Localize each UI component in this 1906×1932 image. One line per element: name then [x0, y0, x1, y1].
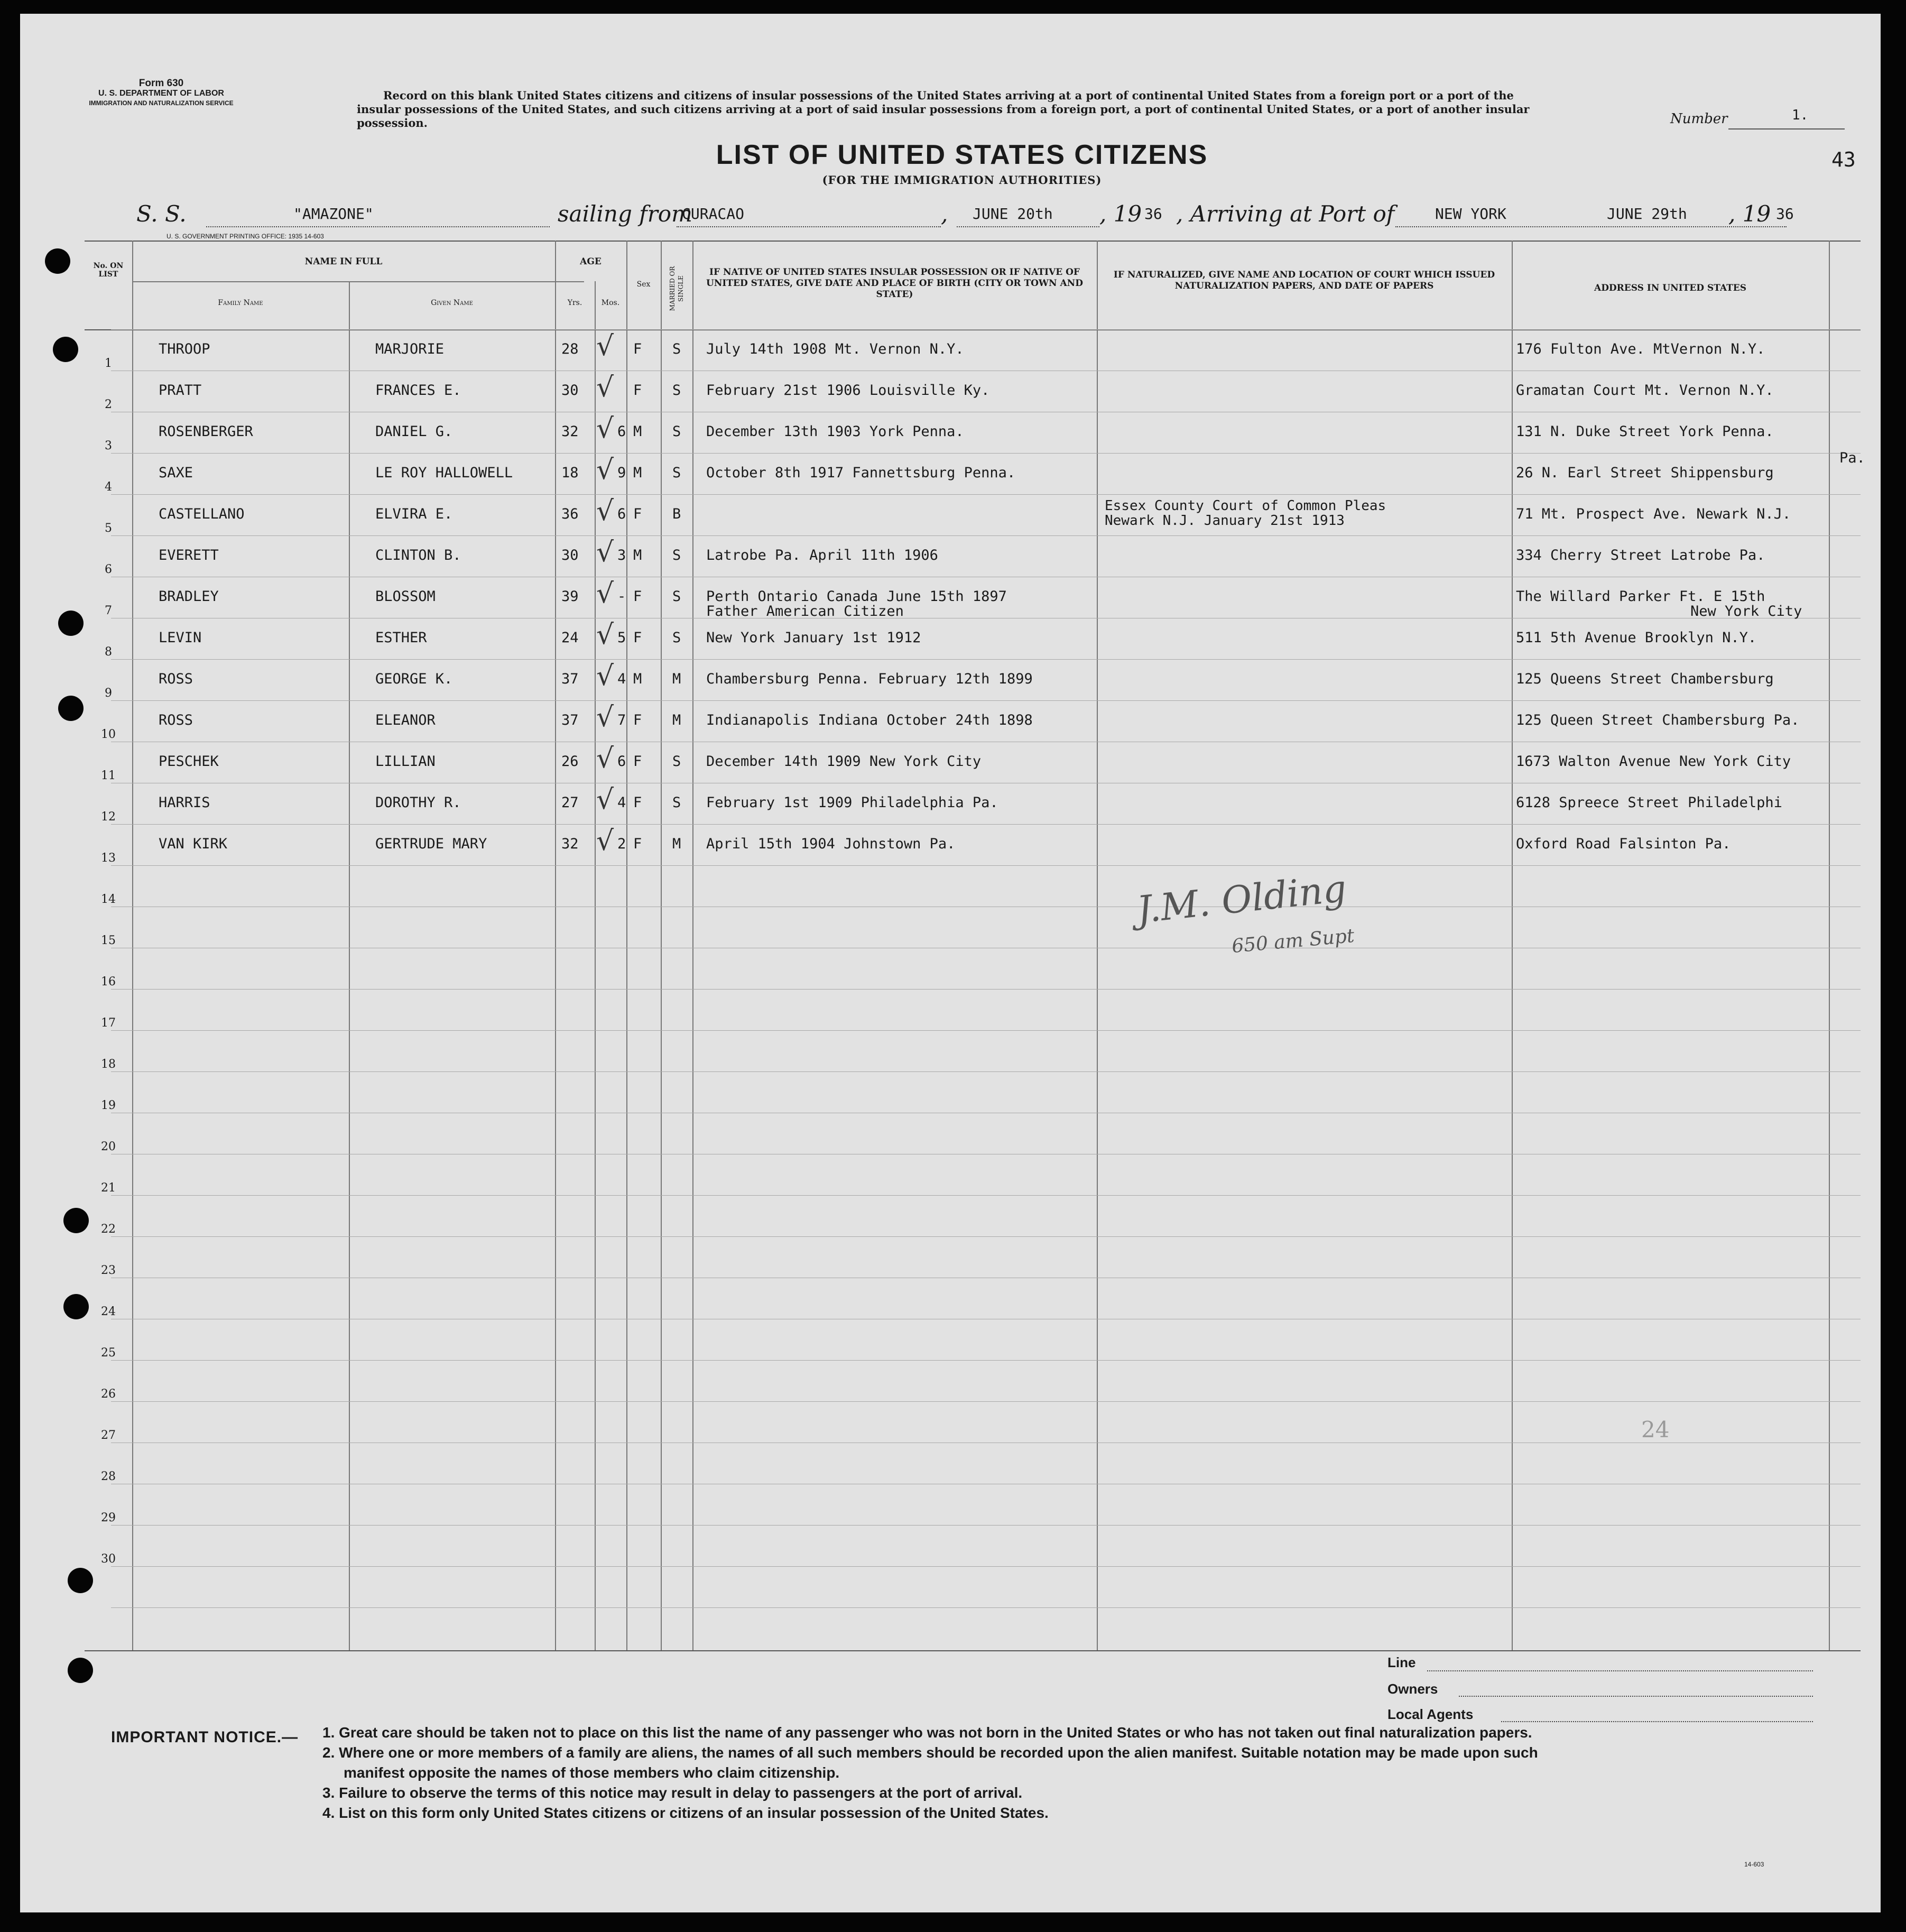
passenger-sex: F: [633, 753, 642, 770]
passenger-birth-info: February 21st 1906 Louisville Ky.: [706, 382, 990, 399]
passenger-marital-status: S: [672, 794, 681, 811]
passenger-birth-info: Indianapolis Indiana October 24th 1898: [706, 712, 1033, 728]
passenger-age-years: 18: [561, 465, 579, 481]
record-instructions: Record on this blank United States citizens and citizens of insular possessions of the United States arriving at a port of continental United States from a foreign port or a port of the insular possessions of the United States, and such citizens arriving at a port of said insular possessions from a foreign port, a port of continental United States, or a port of another insular possession.: [357, 89, 1530, 130]
row-number: 3: [105, 439, 112, 452]
row-rule: [111, 824, 1861, 825]
row-rule: [111, 1236, 1861, 1237]
passenger-given-name: ESTHER: [375, 630, 427, 646]
passenger-address-cont: New York City: [1690, 603, 1802, 620]
row-number: 11: [101, 769, 116, 782]
row-number: 10: [101, 728, 116, 741]
punch-hole: [53, 337, 78, 362]
passenger-birth-info-cont: Father American Citizen: [706, 603, 904, 620]
row-rule: [111, 494, 1861, 495]
number-value: 1.: [1792, 107, 1809, 123]
page-subtitle: (FOR THE IMMIGRATION AUTHORITIES): [822, 173, 1102, 187]
row-rule: [111, 1401, 1861, 1402]
row-rule: [111, 700, 1861, 701]
passenger-sex: M: [633, 423, 642, 440]
passenger-address: Oxford Road Falsinton Pa.: [1516, 836, 1731, 852]
local-agents-label: Local Agents: [1387, 1706, 1474, 1722]
row-rule: [111, 1071, 1861, 1072]
checkmark-icon: √: [596, 743, 614, 774]
passenger-family-name: SAXE: [159, 465, 193, 481]
row-number: 19: [101, 1099, 116, 1112]
owners-label: Owners: [1387, 1681, 1438, 1697]
notice-title: IMPORTANT NOTICE.—: [111, 1728, 299, 1746]
row-rule: [111, 989, 1861, 990]
sailing-label: sailing from: [558, 201, 692, 227]
passenger-given-name: GEORGE K.: [375, 671, 453, 687]
passenger-given-name: ELEANOR: [375, 712, 436, 728]
passenger-age-years: 26: [561, 753, 579, 770]
arrival-date: JUNE 29th: [1607, 205, 1687, 223]
header-address: ADDRESS IN UNITED STATES: [1594, 283, 1746, 293]
sailing-from: CURACAO: [682, 205, 745, 223]
punch-hole: [68, 1658, 93, 1683]
passenger-age-years: 32: [561, 423, 579, 440]
passenger-address-cont: Pa.: [1839, 450, 1865, 466]
row-number: 2: [105, 398, 112, 411]
passenger-sex: F: [633, 341, 642, 357]
passenger-address: 511 5th Avenue Brooklyn N.Y.: [1516, 630, 1757, 646]
passenger-address: Gramatan Court Mt. Vernon N.Y.: [1516, 382, 1774, 399]
passenger-family-name: BRADLEY: [159, 588, 219, 605]
checkmark-icon: √: [596, 330, 614, 362]
row-number: 17: [101, 1016, 116, 1030]
sail-date: JUNE 20th: [973, 205, 1053, 223]
passenger-marital-status: S: [672, 382, 681, 399]
passenger-age-months: -: [617, 588, 626, 605]
arrival-fill-line: [1395, 226, 1787, 227]
passenger-address: 334 Cherry Street Latrobe Pa.: [1516, 547, 1765, 563]
col-divider: [692, 241, 693, 1650]
passenger-birth-info: December 13th 1903 York Penna.: [706, 423, 964, 440]
header-naturalized: IF NATURALIZED, GIVE NAME AND LOCATION OF COURT WHICH ISSUED NATURALIZATION PAPERS, AND DATE OF PAPERS: [1113, 270, 1495, 291]
passenger-address: 6128 Spreece Street Philadelphi: [1516, 794, 1782, 811]
passenger-marital-status: B: [672, 506, 681, 522]
row-rule: [111, 865, 1861, 866]
passenger-age-months: 9: [617, 465, 626, 481]
sail-year-prefix: , 19: [1099, 201, 1142, 227]
sail-date-fill-line: [957, 226, 1099, 227]
passenger-address: 1673 Walton Avenue New York City: [1516, 753, 1791, 770]
header-no-on-list: No. ON LIST: [93, 262, 124, 279]
passenger-address: 125 Queens Street Chambersburg: [1516, 671, 1774, 687]
row-number: 22: [101, 1223, 116, 1236]
passenger-given-name: DOROTHY R.: [375, 794, 461, 811]
passenger-age-years: 37: [561, 671, 579, 687]
ss-label: S. S.: [136, 201, 187, 227]
col-divider: [555, 241, 556, 1650]
header-name-in-full: NAME IN FULL: [304, 256, 383, 267]
ship-name: "AMAZONE": [293, 205, 374, 223]
agent-line-fill: [1427, 1670, 1813, 1671]
service: IMMIGRATION AND NATURALIZATION SERVICE: [89, 99, 234, 107]
passenger-birth-info: December 14th 1909 New York City: [706, 753, 982, 770]
row-number: 5: [105, 522, 112, 535]
checkmark-icon: √: [596, 619, 614, 651]
passenger-birth-info: July 14th 1908 Mt. Vernon N.Y.: [706, 341, 964, 357]
arrival-year-prefix: , 19: [1728, 201, 1771, 227]
passenger-naturalization-date: Newark N.J. January 21st 1913: [1105, 513, 1345, 529]
passenger-family-name: LEVIN: [159, 630, 202, 646]
passenger-marital-status: S: [672, 753, 681, 770]
row-number: 4: [105, 480, 112, 494]
table-top-rule: [85, 241, 1861, 242]
notice-item-1: 1. Great care should be taken not to place on this list the name of any passenger who was not born in the United States or who has not taken out final naturalization papers.: [322, 1724, 1532, 1741]
passenger-age-months: 3: [617, 547, 626, 563]
arrival-port: NEW YORK: [1435, 205, 1506, 223]
row-number: 7: [105, 604, 112, 617]
checkmark-icon: √: [596, 454, 614, 486]
passenger-given-name: FRANCES E.: [375, 382, 461, 399]
passenger-sex: F: [633, 630, 642, 646]
sail-year: 36: [1144, 205, 1162, 223]
row-number: 29: [101, 1511, 116, 1524]
official-signature-title: 650 am Supt: [1230, 925, 1355, 958]
header-mos: Mos.: [601, 299, 620, 307]
passenger-age-months: 7: [617, 712, 626, 728]
punch-hole: [68, 1568, 93, 1593]
passenger-age-years: 28: [561, 341, 579, 357]
checkmark-icon: √: [596, 578, 614, 609]
passenger-marital-status: M: [672, 671, 681, 687]
passenger-given-name: ELVIRA E.: [375, 506, 453, 522]
row-number: 14: [101, 893, 116, 906]
notice-item-2-cont: manifest opposite the names of those members who claim citizenship.: [344, 1764, 840, 1781]
passenger-age-months: 4: [617, 671, 626, 687]
passenger-age-years: 36: [561, 506, 579, 522]
passenger-naturalization-court: Essex County Court of Common Pleas: [1105, 498, 1386, 514]
passenger-given-name: GERTRUDE MARY: [375, 836, 487, 852]
row-rule: [111, 1607, 1861, 1608]
passenger-birth-info: April 15th 1904 Johnstown Pa.: [706, 836, 956, 852]
passenger-marital-status: M: [672, 836, 681, 852]
row-number: 27: [101, 1429, 116, 1442]
passenger-age-months: 5: [617, 630, 626, 646]
row-rule: [111, 329, 1861, 330]
passenger-given-name: MARJORIE: [375, 341, 445, 357]
passenger-age-years: 30: [561, 547, 579, 563]
checkmark-icon: √: [596, 825, 614, 857]
notice-item-3: 3. Failure to observe the terms of this notice may result in delay to passengers at the port of arrival.: [322, 1785, 1023, 1801]
row-number: 6: [105, 563, 112, 576]
form-code: 14-603: [1744, 1861, 1764, 1868]
row-rule: [111, 1030, 1861, 1031]
passenger-family-name: VAN KIRK: [159, 836, 228, 852]
number-label: Number: [1670, 111, 1728, 127]
passenger-given-name: DANIEL G.: [375, 423, 453, 440]
notice-item-4: 4. List on this form only United States citizens or citizens of an insular possession of the United States.: [322, 1805, 1049, 1821]
row-number: 16: [101, 975, 116, 988]
passenger-sex: F: [633, 794, 642, 811]
page-number: 43: [1831, 148, 1856, 171]
passenger-sex: M: [633, 547, 642, 563]
col-divider: [626, 241, 627, 1650]
agent-line-label: Line: [1387, 1654, 1416, 1670]
header-native-birth: IF NATIVE OF UNITED STATES INSULAR POSSESSION OR IF NATIVE OF UNITED STATES, GIVE DATE AND PLACE OF BIRTH (CITY OR TOWN AND STATE): [706, 267, 1083, 300]
passenger-age-years: 37: [561, 712, 579, 728]
printer-note: U. S. GOVERNMENT PRINTING OFFICE: 1935 14-603: [166, 233, 324, 240]
row-number: 15: [101, 934, 116, 947]
passenger-birth-info: February 1st 1909 Philadelphia Pa.: [706, 794, 998, 811]
passenger-address: The Willard Parker Ft. E 15th: [1516, 588, 1765, 605]
passenger-age-years: 30: [561, 382, 579, 399]
row-rule: [111, 1525, 1861, 1526]
sailing-fill-line: [677, 226, 941, 227]
row-number: 23: [101, 1264, 116, 1277]
header-married-single: MARRIED OR SINGLE: [669, 266, 684, 311]
passenger-marital-status: S: [672, 341, 681, 357]
passenger-address: 176 Fulton Ave. MtVernon N.Y.: [1516, 341, 1765, 357]
checkmark-icon: √: [596, 537, 614, 568]
passenger-marital-status: S: [672, 588, 681, 605]
arrival-year: 36: [1776, 205, 1794, 223]
passenger-sex: F: [633, 836, 642, 852]
row-number: 9: [105, 687, 112, 700]
row-number: 20: [101, 1140, 116, 1153]
passenger-birth-info: Chambersburg Penna. February 12th 1899: [706, 671, 1033, 687]
passenger-family-name: ROSENBERGER: [159, 423, 253, 440]
passenger-address: 71 Mt. Prospect Ave. Newark N.J.: [1516, 506, 1791, 522]
row-rule: [111, 1360, 1861, 1361]
checkmark-icon: √: [596, 413, 614, 445]
punch-hole: [45, 248, 70, 274]
col-divider: [1829, 241, 1830, 1650]
passenger-age-months: 4: [617, 794, 626, 811]
passenger-family-name: PRATT: [159, 382, 202, 399]
arriving-label: , Arriving at Port of: [1176, 201, 1395, 227]
owners-fill: [1459, 1696, 1813, 1697]
passenger-marital-status: S: [672, 547, 681, 563]
passenger-family-name: PESCHEK: [159, 753, 219, 770]
ship-fill-line: [206, 226, 550, 227]
row-number: 13: [101, 852, 116, 865]
notice-item-2: 2. Where one or more members of a family are aliens, the names of all such members should be recorded upon the alien manifest. Suitable notation may be made upon such: [322, 1744, 1538, 1761]
passenger-marital-status: S: [672, 630, 681, 646]
passenger-family-name: THROOP: [159, 341, 210, 357]
form-number: Form 630: [138, 78, 184, 89]
passenger-sex: M: [633, 465, 642, 481]
checkmark-icon: √: [596, 495, 614, 527]
col-divider: [595, 281, 596, 1650]
passenger-sex: F: [633, 382, 642, 399]
col-divider: [1097, 241, 1098, 1650]
passenger-sex: F: [633, 712, 642, 728]
passenger-address: 125 Queen Street Chambersburg Pa.: [1516, 712, 1800, 728]
header-age: AGE: [580, 256, 602, 267]
passenger-family-name: CASTELLANO: [159, 506, 245, 522]
passenger-family-name: EVERETT: [159, 547, 219, 563]
number-fill-line: [1728, 128, 1845, 130]
row-number: 28: [101, 1470, 116, 1483]
passenger-given-name: LILLIAN: [375, 753, 436, 770]
passenger-age-months: 6: [617, 506, 626, 522]
header-yrs: Yrs.: [567, 299, 582, 307]
official-signature: J.M. Olding: [1134, 866, 1349, 932]
local-agents-fill: [1501, 1721, 1813, 1722]
passenger-sex: F: [633, 588, 642, 605]
name-subheader-rule: [132, 281, 584, 282]
comma: ,: [941, 201, 948, 227]
row-rule: [111, 1195, 1861, 1196]
header-family-name: Family Name: [218, 299, 263, 307]
passenger-age-years: 39: [561, 588, 579, 605]
passenger-family-name: ROSS: [159, 712, 193, 728]
passenger-given-name: CLINTON B.: [375, 547, 461, 563]
row-rule: [111, 453, 1861, 454]
row-number: 30: [101, 1552, 116, 1566]
row-number: 12: [101, 810, 116, 824]
row-number: 21: [101, 1181, 116, 1195]
passenger-age-months: 6: [617, 423, 626, 440]
form-identifier: [50, 78, 272, 108]
checkmark-icon: √: [596, 660, 614, 692]
header-given-name: Given Name: [431, 299, 473, 307]
passenger-birth-info: New York January 1st 1912: [706, 630, 921, 646]
passenger-age-years: 27: [561, 794, 579, 811]
row-rule: [111, 535, 1861, 536]
passenger-age-months: 6: [617, 753, 626, 770]
page-title: LIST OF UNITED STATES CITIZENS: [716, 140, 1208, 170]
row-number: 25: [101, 1346, 116, 1360]
passenger-age-years: 24: [561, 630, 579, 646]
row-rule: [111, 659, 1861, 660]
passenger-birth-info: October 8th 1917 Fannettsburg Penna.: [706, 465, 1016, 481]
checkmark-icon: √: [596, 701, 614, 733]
passenger-address: 26 N. Earl Street Shippensburg: [1516, 465, 1774, 481]
row-number: 26: [101, 1388, 116, 1401]
row-number: 1: [105, 357, 112, 370]
passenger-address: 131 N. Duke Street York Penna.: [1516, 423, 1774, 440]
checkmark-icon: √: [596, 784, 614, 816]
passenger-given-name: LE ROY HALLOWELL: [375, 465, 513, 481]
checkmark-icon: √: [596, 372, 614, 403]
passenger-marital-status: M: [672, 712, 681, 728]
passenger-marital-status: S: [672, 465, 681, 481]
col-divider: [661, 241, 662, 1650]
row-number: 8: [105, 645, 112, 659]
table-bottom-rule: [85, 1650, 1861, 1651]
col-divider: [349, 281, 350, 1650]
passenger-sex: M: [633, 671, 642, 687]
row-rule: [111, 1566, 1861, 1567]
passenger-birth-info: Perth Ontario Canada June 15th 1897: [706, 588, 1007, 605]
passenger-family-name: HARRIS: [159, 794, 210, 811]
passenger-family-name: ROSS: [159, 671, 193, 687]
passenger-given-name: BLOSSOM: [375, 588, 436, 605]
passenger-marital-status: S: [672, 423, 681, 440]
department: U. S. DEPARTMENT OF LABOR: [98, 89, 224, 98]
passenger-age-months: 2: [617, 836, 626, 852]
col-divider: [1512, 241, 1513, 1650]
passenger-sex: F: [633, 506, 642, 522]
passenger-age-years: 32: [561, 836, 579, 852]
header-sex: Sex: [636, 280, 651, 289]
passenger-birth-info: Latrobe Pa. April 11th 1906: [706, 547, 938, 563]
row-number: 24: [101, 1305, 116, 1318]
stamp-number: 24: [1641, 1417, 1670, 1443]
row-number: 18: [101, 1058, 116, 1071]
